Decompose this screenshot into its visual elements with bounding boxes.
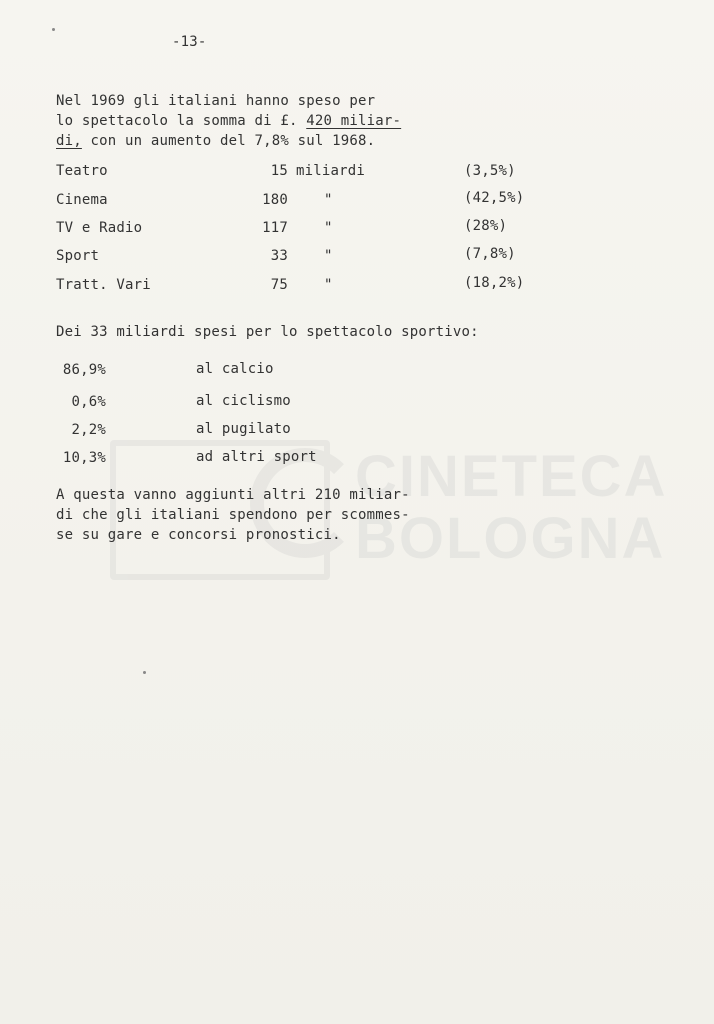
category-cell: Sport bbox=[56, 248, 100, 264]
amount-cell: 75 bbox=[270, 277, 288, 293]
unit-cell: " bbox=[324, 220, 333, 236]
intro-amount-underlined: 420 miliar- bbox=[306, 113, 402, 129]
closing-line-2: di che gli italiani spendono per scommes- bbox=[56, 507, 410, 523]
unit-cell: " bbox=[324, 192, 333, 208]
category-cell: Tratt. Vari bbox=[56, 277, 151, 293]
percent-cell: (18,2%) bbox=[464, 275, 525, 291]
intro-line-3-text: con un aumento del 7,8% sul 1968. bbox=[81, 133, 376, 149]
sport-percent: 86,9% bbox=[62, 362, 106, 378]
paper-speck bbox=[143, 671, 146, 674]
unit-cell: " bbox=[324, 277, 333, 293]
amount-cell: 15 bbox=[270, 163, 288, 179]
intro-line-3-underlined: di, bbox=[56, 133, 82, 149]
sport-label: ad altri sport bbox=[196, 449, 317, 465]
amount-cell: 117 bbox=[262, 220, 288, 236]
unit-cell: miliardi bbox=[296, 163, 366, 179]
page-number: -13- bbox=[172, 34, 207, 50]
amount-cell: 180 bbox=[262, 192, 288, 208]
amount-cell: 33 bbox=[270, 248, 288, 264]
sport-label: al pugilato bbox=[196, 421, 291, 437]
percent-cell: (28%) bbox=[464, 218, 508, 234]
percent-cell: (3,5%) bbox=[464, 163, 516, 179]
percent-cell: (7,8%) bbox=[464, 246, 516, 262]
category-cell: Cinema bbox=[56, 192, 108, 208]
watermark-line-2: BOLOGNA bbox=[355, 506, 666, 571]
paper-speck bbox=[52, 28, 55, 31]
unit-cell: " bbox=[324, 248, 333, 264]
sport-percent: 10,3% bbox=[62, 450, 106, 466]
sport-label: al ciclismo bbox=[196, 393, 291, 409]
sport-percent: 2,2% bbox=[71, 422, 106, 438]
closing-line-1: A questa vanno aggiunti altri 210 miliar- bbox=[56, 487, 410, 503]
sport-heading: Dei 33 miliardi spesi per lo spettacolo sportivo: bbox=[56, 324, 479, 340]
intro-line-3 bbox=[56, 133, 375, 149]
sport-percent: 0,6% bbox=[71, 394, 106, 410]
category-cell: Teatro bbox=[56, 163, 108, 179]
intro-line-2 bbox=[56, 113, 401, 129]
intro-line-2-text: lo spettacolo la somma di £. bbox=[56, 113, 307, 129]
intro-line-1: Nel 1969 gli italiani hanno speso per bbox=[56, 93, 376, 109]
closing-line-3: se su gare e concorsi pronostici. bbox=[56, 527, 341, 543]
sport-label: al calcio bbox=[196, 361, 274, 377]
watermark-line-1: CINETECA bbox=[355, 444, 668, 509]
category-cell: TV e Radio bbox=[56, 220, 143, 236]
percent-cell: (42,5%) bbox=[464, 190, 525, 206]
